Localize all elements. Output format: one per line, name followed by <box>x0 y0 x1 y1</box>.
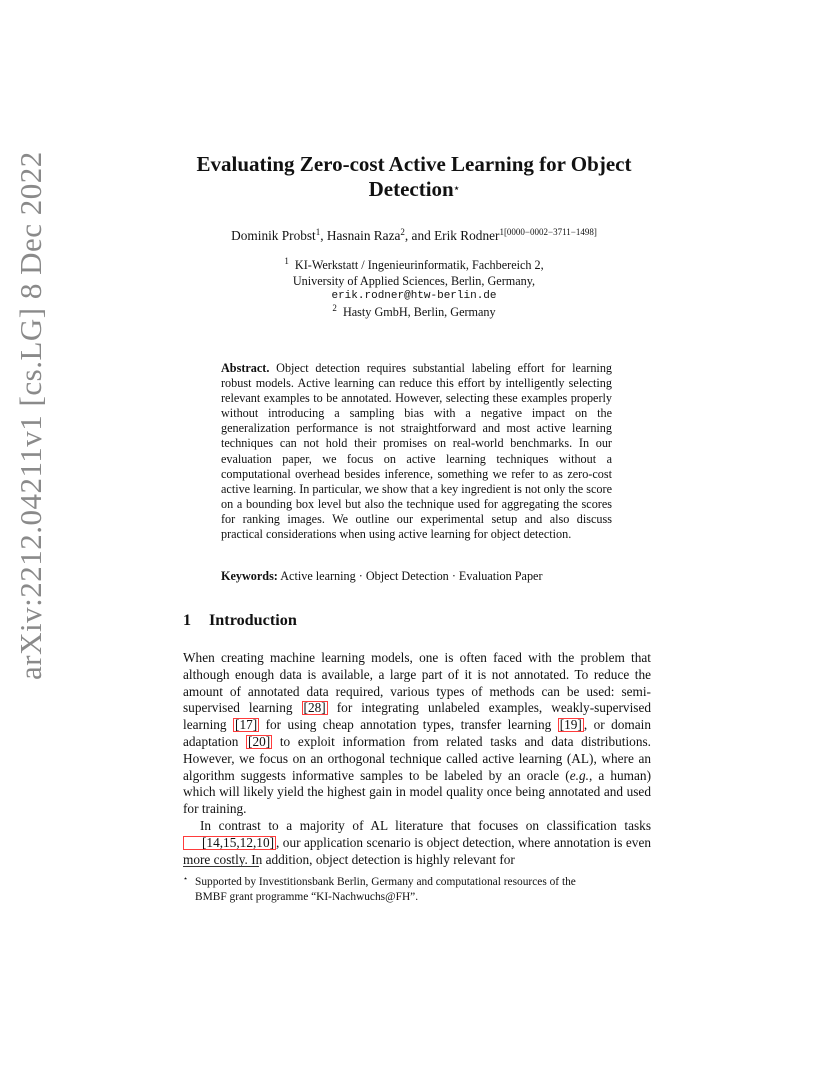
section-title: Introduction <box>209 611 297 629</box>
text-run: In contrast to a majority of AL literature that focuses on classification tasks <box>200 817 651 833</box>
author-name: Dominik Probst <box>231 228 316 243</box>
title-line-2 <box>150 177 678 202</box>
affiliations <box>150 258 678 320</box>
affiliation-text: Hasty GmbH, Berlin, Germany <box>342 304 496 319</box>
affiliation-2-line-1 <box>150 302 678 321</box>
author-name: Erik Rodner <box>434 228 500 243</box>
author-name: Hasnain Raza <box>326 228 401 243</box>
paragraph <box>183 650 651 818</box>
author-affiliation-mark: 2 <box>400 227 405 237</box>
text-run: for integrating unlabeled examples, weakly-supervised learning <box>183 700 651 733</box>
paper-title <box>150 152 678 202</box>
affiliation-1-line-2: University of Applied Sciences, Berlin, Germany, <box>292 273 536 288</box>
footnote-line-2: BMBF grant programme “KI-Nachwuchs@FH”. <box>195 891 419 903</box>
affiliation-email[interactable]: erik.rodner@htw-berlin.de <box>331 290 497 303</box>
section-number: 1 <box>183 611 192 629</box>
affiliation-text: KI-Werkstatt / Ingenieurinformatik, Fachbereich 2, <box>294 258 544 272</box>
footnote-text: Supported by Investitionsbank Berlin, Germany and computational resources of the <box>195 876 576 888</box>
affiliation-1-line-1 <box>150 258 678 274</box>
citation-link[interactable]: [20] <box>248 733 271 749</box>
author-separator: , <box>320 228 327 243</box>
author-orcid-mark[interactable]: 1[0000−0002−3711−1498] <box>499 227 597 237</box>
keywords-label: Keywords: <box>221 569 278 583</box>
title-line-2-text: Detection <box>368 177 454 201</box>
introduction-body <box>183 650 651 868</box>
section-heading <box>183 611 297 630</box>
title-footnote-mark[interactable]: ⋆ <box>453 183 460 193</box>
text-run: When creating machine learning models, one is often faced with the problem that although enough data is available, a large part of it is not annotated. To reduce the amount of annotated data required, various types of methods can be used: semi-supervised learning <box>183 650 651 716</box>
text-run: , or domain adaptation <box>183 717 652 749</box>
text-run: , our application scenario is object detection, where annotation is even more costly. In addition, object detection is highly relevant for <box>183 834 651 867</box>
footnote <box>183 871 653 905</box>
arxiv-identifier-stamp: arXiv:2212.04211v1 [cs.LG] 8 Dec 2022 <box>13 151 48 680</box>
abstract <box>221 361 612 542</box>
author-affiliation-mark: 1 <box>315 227 321 237</box>
footnote-line-1 <box>183 871 653 890</box>
text-run: , a human) which will likely yield the highest gain in model quality once being annotated and used for training. <box>183 767 651 817</box>
abstract-label: Abstract. <box>221 361 270 375</box>
affiliation-number: 1 <box>284 256 289 266</box>
affiliation-number: 2 <box>332 302 337 313</box>
citation-link[interactable]: [28] <box>303 700 326 716</box>
title-line-1: Evaluating Zero-cost Active Learning for Object <box>196 152 632 176</box>
citation-link[interactable]: [19] <box>559 717 582 733</box>
text-run: to exploit information from related tasks and data distributions. However, we focus on an orthogonal technique called active learning (AL), where an algorithm suggests informative samples to be labeled by an oracle ( <box>183 733 651 783</box>
author-separator: , and <box>404 228 435 243</box>
footnote-mark: ⋆ <box>183 874 189 883</box>
paragraph <box>183 818 651 868</box>
footnote-divider <box>183 866 259 867</box>
italic-text: e.g. <box>569 767 589 783</box>
citation-link[interactable]: [17] <box>235 717 258 733</box>
citation-link-group[interactable]: [14,15,12,10] <box>183 836 276 850</box>
abstract-text: Object detection requires substantial labeling effort for learning robust models. Active learning can reduce this effort by intelligently selecting relevant examples to be annotated. However, selecting these examples properly without introducing a sampling bias with a negative impact on the generalization performance is not straightforward and most active learning techniques can not hold their promises on real-world benchmarks. In our evaluation paper, we focus on active learning techniques without a computational overhead besides inference, something we refer to as zero-cost active learning. In particular, we show that a key ingredient is not only the score on a bounding box level but also the technique used for aggregating the scores for ranking images. We outline our experimental setup and also discuss practical considerations when using active learning for object detection. <box>221 361 613 542</box>
keywords <box>221 569 621 584</box>
keywords-text: Active learning · Object Detection · Evaluation Paper <box>280 569 543 583</box>
text-run: for using cheap annotation types, transfer learning <box>259 717 558 733</box>
author-list <box>150 228 678 244</box>
